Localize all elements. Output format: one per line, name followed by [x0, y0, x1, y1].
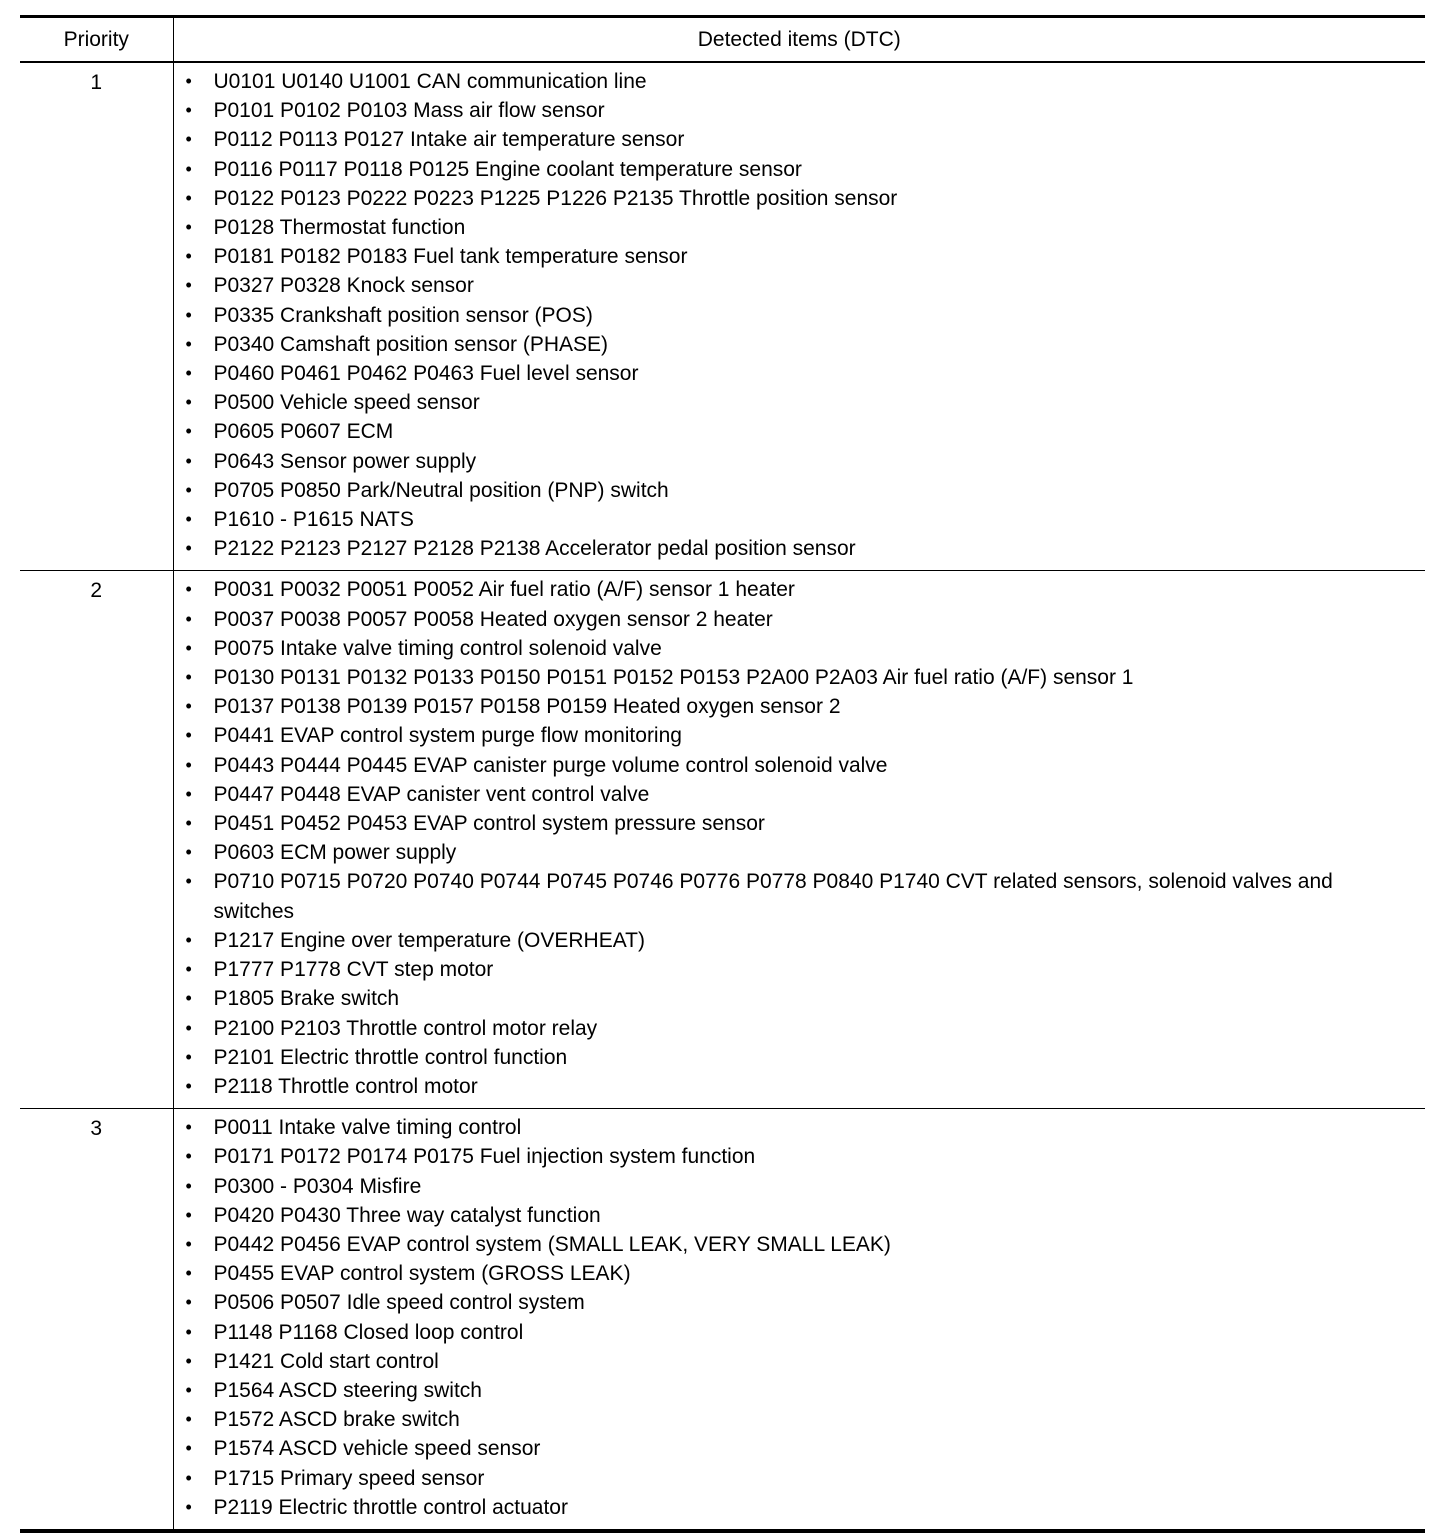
dtc-list-item [186, 926, 1420, 955]
dtc-item-text: U0101 U0140 U1001 CAN communication line [213, 70, 647, 93]
dtc-item-list [186, 67, 1420, 563]
dtc-item-list [186, 1113, 1420, 1522]
dtc-item-list [186, 575, 1420, 1101]
dtc-list-item [186, 721, 1420, 750]
dtc-list-item [186, 1072, 1420, 1101]
dtc-list-item [186, 1288, 1420, 1317]
dtc-item-text: P1564 ASCD steering switch [213, 1378, 482, 1402]
dtc-list-item [186, 751, 1420, 780]
dtc-item-text: P0128 Thermostat function [213, 216, 466, 240]
dtc-list-item [186, 634, 1420, 663]
dtc-item-text: P1805 Brake switch [213, 987, 400, 1011]
priority-group-row [20, 1109, 1425, 1531]
dtc-list-item [186, 534, 1420, 563]
bullet-icon: • [185, 1350, 192, 1371]
dtc-item-text: P2119 Electric throttle control actuator [213, 1495, 568, 1519]
dtc-list-item [186, 155, 1420, 184]
dtc-priority-table [20, 15, 1425, 1533]
bullet-icon: • [185, 1379, 192, 1400]
bullet-icon: • [185, 392, 192, 413]
dtc-item-text: P0460 P0461 P0462 P0463 Fuel level sensor [213, 362, 639, 386]
bullet-icon: • [185, 509, 192, 530]
bullet-icon: • [185, 929, 192, 950]
bullet-icon: • [185, 579, 192, 600]
priority-group-row [20, 571, 1425, 1109]
bullet-icon: • [185, 1146, 192, 1167]
dtc-item-text: P1715 Primary speed sensor [213, 1466, 485, 1490]
dtc-item-text: P0447 P0448 EVAP canister vent control valve [213, 782, 650, 806]
dtc-list-item [186, 692, 1420, 721]
bullet-icon: • [185, 667, 192, 688]
dtc-item-text: P0335 Crankshaft position sensor (POS) [213, 303, 593, 327]
dtc-list-item [186, 1347, 1420, 1376]
dtc-item-text: P0420 P0430 Three way catalyst function [213, 1203, 601, 1227]
bullet-icon: • [185, 158, 192, 179]
detected-items-cell [173, 571, 1425, 1109]
dtc-item-text: P1217 Engine over temperature (OVERHEAT) [213, 928, 645, 952]
dtc-item-text: P0075 Intake valve timing control solenoid valve [213, 636, 662, 660]
dtc-item-text: P1421 Cold start control [213, 1349, 439, 1373]
dtc-item-text: P1777 P1778 CVT step motor [213, 958, 494, 982]
dtc-list-item [186, 213, 1420, 242]
dtc-item-text: P1610 - P1615 NATS [213, 508, 414, 532]
dtc-item-text: P1148 P1168 Closed loop control [213, 1320, 524, 1344]
dtc-item-text: P0101 P0102 P0103 Mass air flow sensor [213, 99, 605, 123]
dtc-list-item [186, 780, 1420, 809]
bullet-icon: • [185, 1292, 192, 1313]
dtc-list-item [186, 1434, 1420, 1463]
dtc-item-text: P0710 P0715 P0720 P0740 P0744 P0745 P0746 P0776 P0778 P0840 P1740 CVT related sensors, solenoid valves and switches [213, 870, 1333, 923]
bullet-icon: • [185, 1046, 192, 1067]
dtc-item-text: P0705 P0850 Park/Neutral position (PNP) switch [213, 478, 669, 502]
dtc-item-text: P0116 P0117 P0118 P0125 Engine coolant temperature sensor [213, 157, 802, 181]
dtc-list-item [186, 1493, 1420, 1522]
dtc-list-item [186, 809, 1420, 838]
bullet-icon: • [185, 246, 192, 267]
table-header-row [20, 17, 1425, 63]
dtc-item-text: P0137 P0138 P0139 P0157 P0158 P0159 Heated oxygen sensor 2 [213, 695, 841, 719]
dtc-list-item [186, 984, 1420, 1013]
dtc-list-item [186, 271, 1420, 300]
dtc-item-text: P0340 Camshaft position sensor (PHASE) [213, 332, 609, 356]
dtc-list-item [186, 1376, 1420, 1405]
bullet-icon: • [185, 129, 192, 150]
priority-level: 3 [20, 1109, 173, 1531]
dtc-item-text: P0500 Vehicle speed sensor [213, 391, 480, 415]
bullet-icon: • [185, 333, 192, 354]
bullet-icon: • [185, 1467, 192, 1488]
dtc-list-item [186, 67, 1420, 96]
dtc-list-item [186, 1230, 1420, 1259]
dtc-list-item [186, 838, 1420, 867]
dtc-list-item [186, 1201, 1420, 1230]
bullet-icon: • [185, 1263, 192, 1284]
priority-column-header: Priority [20, 17, 173, 63]
bullet-icon: • [185, 813, 192, 834]
bullet-icon: • [185, 538, 192, 559]
bullet-icon: • [185, 1204, 192, 1225]
dtc-item-text: P0031 P0032 P0051 P0052 Air fuel ratio (A/F) sensor 1 heater [213, 578, 795, 602]
dtc-list-item [186, 1014, 1420, 1043]
dtc-list-item [186, 1259, 1420, 1288]
dtc-list-item [186, 1172, 1420, 1201]
detected-items-column-header: Detected items (DTC) [173, 17, 1425, 63]
dtc-item-text: P0037 P0038 P0057 P0058 Heated oxygen sensor 2 heater [213, 607, 773, 631]
dtc-list-item [186, 447, 1420, 476]
bullet-icon: • [185, 1496, 192, 1517]
dtc-item-text: P0327 P0328 Knock sensor [213, 274, 474, 298]
detected-items-cell [173, 62, 1425, 571]
dtc-list-item [186, 301, 1420, 330]
bullet-icon: • [185, 100, 192, 121]
dtc-item-text: P2100 P2103 Throttle control motor relay [213, 1016, 598, 1040]
dtc-item-text: P0112 P0113 P0127 Intake air temperature sensor [213, 128, 685, 152]
bullet-icon: • [185, 842, 192, 863]
dtc-item-text: P0122 P0123 P0222 P0223 P1225 P1226 P2135 Throttle position sensor [213, 186, 898, 210]
bullet-icon: • [185, 754, 192, 775]
dtc-list-item [186, 417, 1420, 446]
bullet-icon: • [185, 187, 192, 208]
bullet-icon: • [185, 725, 192, 746]
dtc-item-text: P0171 P0172 P0174 P0175 Fuel injection system function [213, 1145, 756, 1169]
dtc-list-item [186, 242, 1420, 271]
dtc-list-item [186, 96, 1420, 125]
bullet-icon: • [185, 637, 192, 658]
dtc-list-item [186, 388, 1420, 417]
dtc-item-text: P0443 P0444 P0445 EVAP canister purge volume control solenoid valve [213, 753, 888, 777]
dtc-item-text: P0130 P0131 P0132 P0133 P0150 P0151 P0152 P0153 P2A00 P2A03 Air fuel ratio (A/F) sensor 1 [213, 666, 1134, 690]
dtc-item-text: P0181 P0182 P0183 Fuel tank temperature sensor [213, 245, 688, 269]
bullet-icon: • [185, 479, 192, 500]
bullet-icon: • [185, 1233, 192, 1254]
dtc-list-item [186, 1405, 1420, 1434]
dtc-item-text: P0442 P0456 EVAP control system (SMALL LEAK, VERY SMALL LEAK) [213, 1232, 891, 1256]
dtc-list-item [186, 1142, 1420, 1171]
dtc-item-text: P2122 P2123 P2127 P2128 P2138 Accelerator pedal position sensor [213, 537, 856, 561]
dtc-list-item [186, 1113, 1420, 1142]
priority-level: 1 [20, 62, 173, 571]
dtc-list-item [186, 605, 1420, 634]
dtc-list-item [186, 125, 1420, 154]
dtc-list-item [186, 1318, 1420, 1347]
priority-group-row [20, 62, 1425, 571]
bullet-icon: • [185, 608, 192, 629]
bullet-icon: • [185, 1409, 192, 1430]
bullet-icon: • [185, 421, 192, 442]
bullet-icon: • [185, 871, 192, 892]
dtc-item-text: P0506 P0507 Idle speed control system [213, 1291, 585, 1315]
dtc-item-text: P0455 EVAP control system (GROSS LEAK) [213, 1262, 631, 1286]
dtc-item-text: P0603 ECM power supply [213, 841, 457, 865]
bullet-icon: • [185, 1117, 192, 1138]
priority-level: 2 [20, 571, 173, 1109]
dtc-list-item [186, 663, 1420, 692]
bullet-icon: • [185, 363, 192, 384]
bullet-icon: • [185, 959, 192, 980]
dtc-list-item [186, 1043, 1420, 1072]
dtc-list-item [186, 867, 1420, 925]
dtc-item-text: P0605 P0607 ECM [213, 420, 394, 444]
bullet-icon: • [185, 1438, 192, 1459]
bullet-icon: • [185, 783, 192, 804]
dtc-item-text: P0451 P0452 P0453 EVAP control system pressure sensor [213, 812, 765, 836]
table-body [20, 62, 1425, 1531]
bullet-icon: • [185, 988, 192, 1009]
bullet-icon: • [185, 1175, 192, 1196]
dtc-list-item [186, 330, 1420, 359]
dtc-list-item [186, 184, 1420, 213]
bullet-icon: • [185, 1321, 192, 1342]
dtc-list-item [186, 1464, 1420, 1493]
dtc-list-item [186, 476, 1420, 505]
bullet-icon: • [185, 304, 192, 325]
bullet-icon: • [185, 275, 192, 296]
dtc-list-item [186, 575, 1420, 604]
dtc-item-text: P0011 Intake valve timing control [213, 1116, 522, 1140]
dtc-item-text: P1574 ASCD vehicle speed sensor [213, 1437, 541, 1461]
detected-items-cell [173, 1109, 1425, 1531]
dtc-item-text: P0300 - P0304 Misfire [213, 1174, 422, 1198]
dtc-item-text: P0643 Sensor power supply [213, 449, 477, 473]
bullet-icon: • [185, 1017, 192, 1038]
dtc-item-text: P1572 ASCD brake switch [213, 1408, 460, 1432]
dtc-list-item [186, 955, 1420, 984]
dtc-item-text: P2101 Electric throttle control function [213, 1045, 568, 1069]
dtc-item-text: P2118 Throttle control motor [213, 1074, 478, 1098]
bullet-icon: • [185, 1075, 192, 1096]
bullet-icon: • [185, 450, 192, 471]
bullet-icon: • [185, 696, 192, 717]
dtc-list-item [186, 505, 1420, 534]
bullet-icon: • [185, 71, 192, 91]
dtc-item-text: P0441 EVAP control system purge flow monitoring [213, 724, 682, 748]
dtc-list-item [186, 359, 1420, 388]
bullet-icon: • [185, 217, 192, 238]
